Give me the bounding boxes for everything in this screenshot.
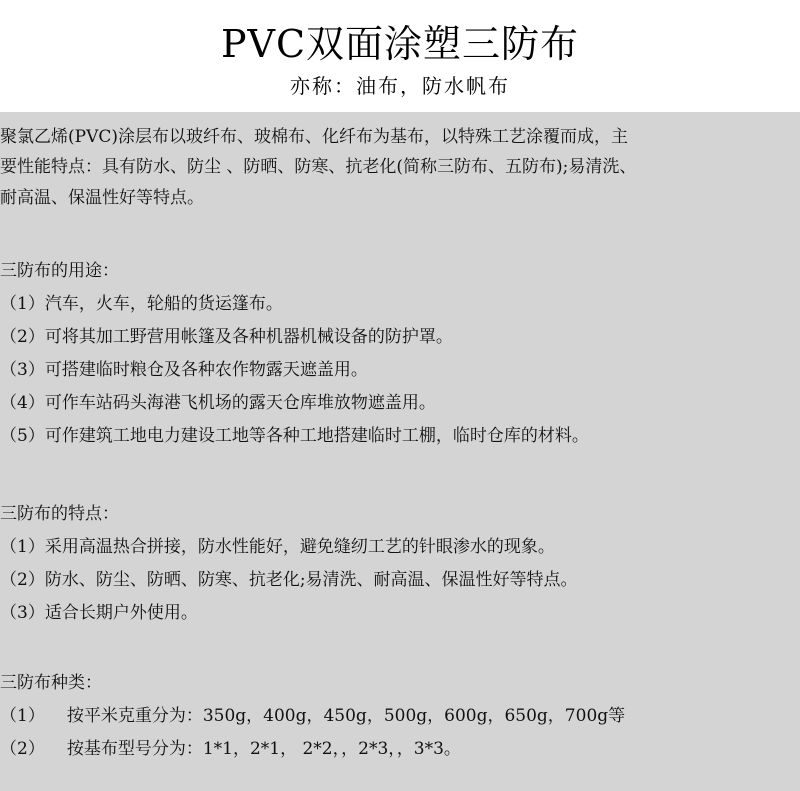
section-heading-types: 三防布种类：	[0, 673, 102, 693]
list-item: （5）可作建筑工地电力建设工地等各种工地搭建临时工棚，临时仓库的材料。	[0, 426, 589, 446]
content-panel	[0, 112, 800, 791]
intro-line: 聚氯乙烯(PVC)涂层布以玻纤布、玻棉布、化纤布为基布，以特殊工艺涂覆而成，主	[0, 127, 628, 147]
list-item: （4）可作车站码头海港飞机场的露天仓库堆放物遮盖用。	[0, 393, 436, 413]
list-item-text: 按基布型号分为：1*1，2*1， 2*2，，2*3，，3*3。	[66, 739, 461, 759]
list-item	[0, 736, 461, 762]
list-item-text: 按平米克重分为：350g，400g，450g，500g，600g，650g，700g等	[66, 706, 626, 726]
list-item: （2）防水、防尘、防晒、防寒、抗老化;易清洗、耐高温、保温性好等特点。	[0, 570, 578, 590]
list-item-number: （2）	[0, 739, 45, 759]
section-heading-uses: 三防布的用途：	[0, 261, 119, 281]
list-item: （3）适合长期户外使用。	[0, 603, 198, 623]
list-item: （3）可搭建临时粮仓及各种农作物露天遮盖用。	[0, 360, 368, 380]
list-item	[0, 703, 625, 729]
list-item-number: （1）	[0, 706, 45, 726]
intro-line: 耐高温、保温性好等特点。	[0, 188, 204, 208]
list-item: （2）可将其加工野营用帐篷及各种机器机械设备的防护罩。	[0, 327, 453, 347]
page-title: PVC双面涂塑三防布	[220, 22, 580, 66]
intro-line: 要性能特点：具有防水、防尘 、防晒、防寒、抗老化(简称三防布、五防布);易清洗、	[0, 157, 637, 177]
list-item: （1）采用高温热合拼接，防水性能好，避免缝纫工艺的针眼渗水的现象。	[0, 537, 555, 557]
list-item: （1）汽车，火车，轮船的货运篷布。	[0, 294, 283, 314]
section-heading-features: 三防布的特点：	[0, 504, 119, 524]
header	[0, 0, 800, 112]
page-subtitle: 亦称：油布，防水帆布	[290, 74, 510, 98]
